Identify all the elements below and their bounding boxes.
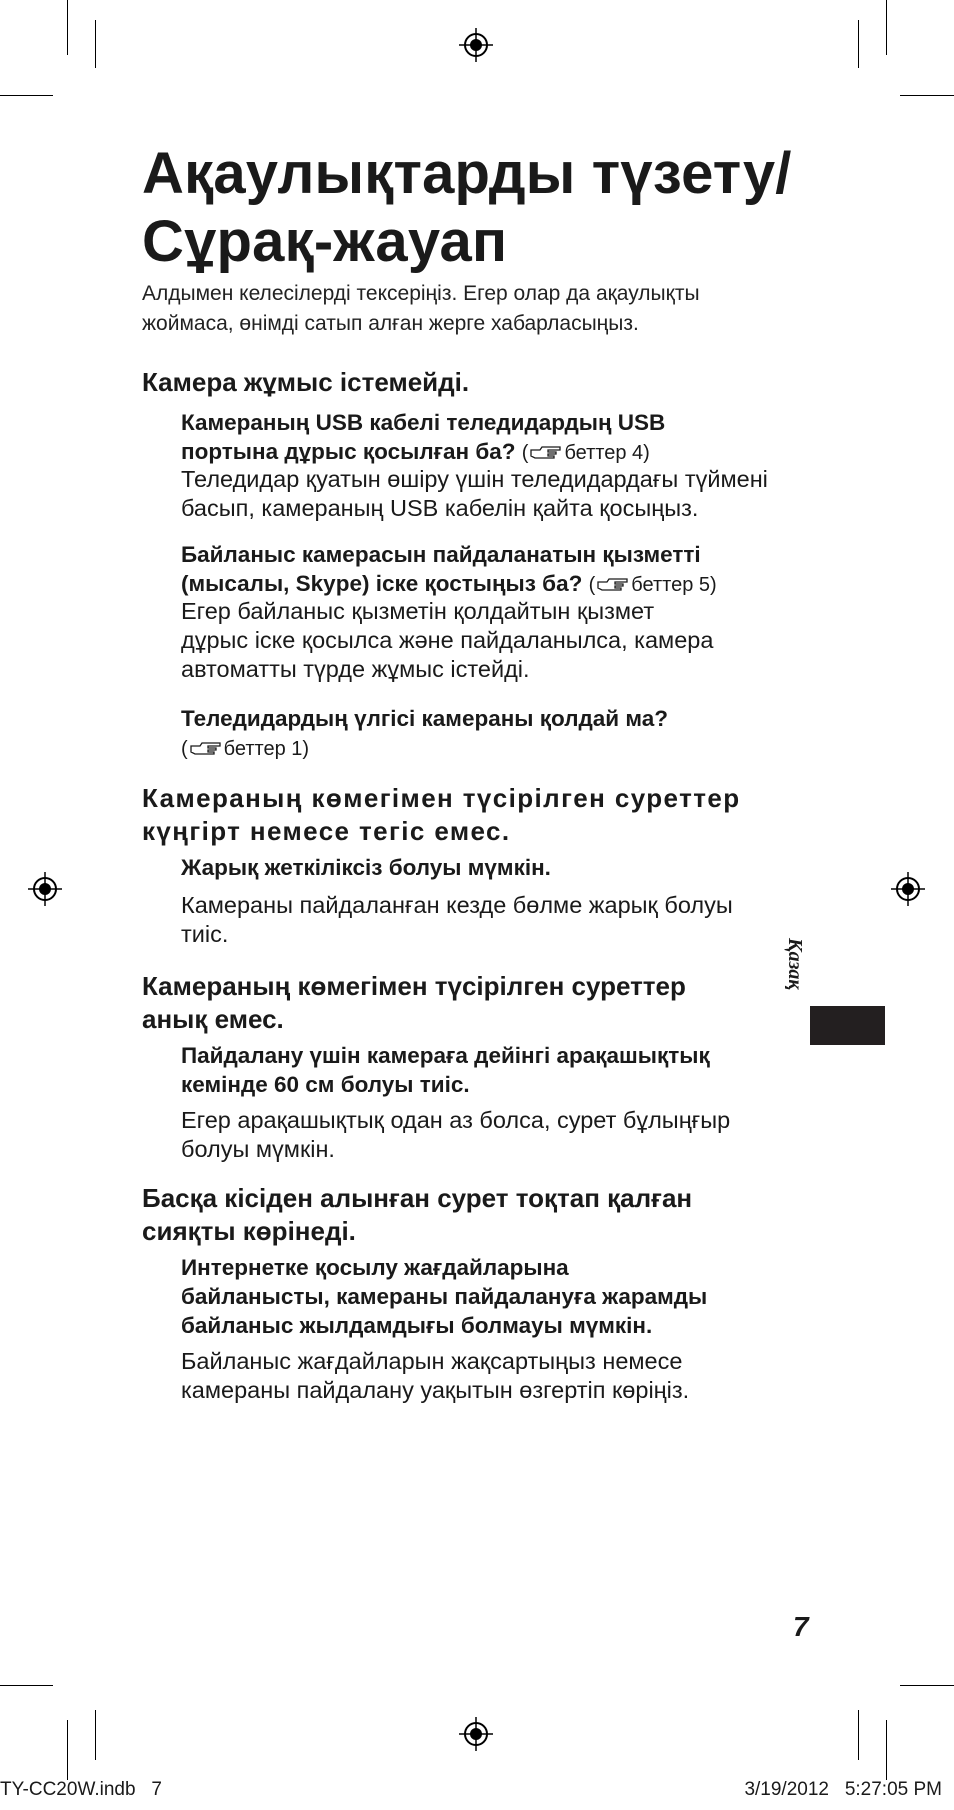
pointing-hand-icon — [190, 740, 222, 756]
section-heading-line: Басқа кісіден алынған сурет тоқтап қалған — [142, 1183, 693, 1213]
question-text: Пайдалану үшін камераға дейінгі арақашықтық — [181, 1043, 710, 1068]
question-text: (мысалы, Skype) іске қостыңыз ба? — [181, 571, 583, 596]
page-reference: ( беттер 1) — [181, 738, 310, 760]
registration-mark-icon — [459, 1717, 493, 1751]
answer-text: дұрыс іске қосылса және пайдаланылса, камера — [181, 627, 714, 653]
footer-timestamp: 3/19/2012 5:27:05 PM — [744, 1779, 942, 1800]
pointing-hand-icon — [597, 576, 629, 592]
crop-mark — [67, 1720, 68, 1780]
pointing-hand-icon — [530, 444, 562, 460]
footer-file-name: TY-CC20W.indb 7 — [0, 1779, 162, 1800]
crop-mark — [886, 1720, 887, 1780]
crop-mark — [95, 1710, 96, 1760]
question-text: Интернетке қосылу жағдайларына — [181, 1255, 569, 1280]
section-heading-line: Камераның көмегімен түсірілген суреттер — [142, 783, 741, 813]
answer — [181, 1347, 811, 1405]
answer-text: Егер арақашықтық одан аз болса, сурет бұлыңғыр — [181, 1107, 731, 1133]
question-text: Байланыс камерасын пайдаланатын қызметті — [181, 542, 701, 567]
section-heading-line: анық емес. — [142, 1004, 284, 1034]
answer-text: болуы мүмкін. — [181, 1136, 335, 1162]
crop-mark — [67, 0, 68, 55]
crop-mark — [858, 1710, 859, 1760]
answer-text: автоматты түрде жұмыс істейді. — [181, 656, 530, 682]
question — [181, 1041, 811, 1099]
registration-mark-icon — [459, 28, 493, 62]
intro-line: жоймаса, өнімді сатып алған жерге хабарласыңыз. — [142, 312, 639, 335]
question — [181, 540, 811, 600]
registration-mark-icon — [891, 872, 925, 906]
answer-text: Теледидар қуатын өшіру үшін теледидардағы түймені — [181, 466, 768, 492]
answer-text: камераны пайдалану уақытын өзгертіп көріңіз. — [181, 1377, 690, 1403]
question-text: байланысты, камераны пайдалануға жарамды — [181, 1284, 708, 1309]
intro-text — [142, 279, 782, 339]
answer — [181, 891, 811, 949]
section-heading-line: күңгірт немесе тегіс емес. — [142, 816, 511, 846]
section-heading — [142, 782, 802, 848]
page-number: 7 — [793, 1611, 809, 1642]
section-heading — [142, 970, 802, 1036]
question-text: Теледидардың үлгісі камераны қолдай ма? — [181, 706, 668, 731]
answer-text: тиіс. — [181, 921, 229, 947]
question-text: портына дұрыс қосылған ба? — [181, 439, 516, 464]
crop-mark — [0, 95, 53, 96]
page-title — [142, 140, 792, 276]
answer-text: басып, камераның USB кабелін қайта қосыңыз. — [181, 495, 699, 521]
page-reference-text: беттер 1) — [223, 738, 310, 760]
page-reference: ( беттер 5) — [588, 574, 717, 596]
question-text: Камераның USB кабелі теледидардың USB — [181, 410, 666, 435]
page-reference-text: беттер 5) — [631, 574, 717, 596]
language-tab-marker — [810, 1006, 885, 1045]
crop-mark — [900, 95, 954, 96]
question-text: байланыс жылдамдығы болмауы мүмкін. — [181, 1313, 653, 1338]
section-heading: Камера жұмыс істемейді. — [142, 367, 470, 397]
registration-mark-icon — [28, 872, 62, 906]
question — [181, 704, 811, 764]
answer — [181, 465, 811, 523]
crop-mark — [900, 1685, 954, 1686]
crop-mark — [0, 1685, 53, 1686]
answer — [181, 597, 811, 684]
crop-mark — [95, 20, 96, 68]
question — [181, 853, 811, 882]
question — [181, 408, 811, 468]
intro-line: Алдымен келесілерді тексеріңіз. Егер олар да ақаулықты — [142, 282, 700, 305]
answer-text: Камераны пайдаланған кезде бөлме жарық болуы — [181, 892, 733, 918]
section-heading-line: сияқты көрінеді. — [142, 1216, 356, 1246]
question-text: кемінде 60 см болуы тиіс. — [181, 1072, 470, 1097]
answer — [181, 1106, 811, 1164]
page-reference: ( беттер 4) — [521, 442, 650, 464]
section-heading — [142, 1182, 802, 1248]
question — [181, 1253, 811, 1340]
section-heading-line: Камераның көмегімен түсірілген суреттер — [142, 971, 686, 1001]
answer-text: Байланыс жағдайларын жақсартыңыз немесе — [181, 1348, 683, 1374]
question-text: Жарық жеткіліксіз болуы мүмкін. — [181, 855, 551, 880]
page-reference-text: беттер 4) — [564, 442, 650, 464]
crop-mark — [886, 0, 887, 55]
language-tab-label: Қазақ — [784, 938, 806, 990]
crop-mark — [858, 20, 859, 68]
page-title-line: Ақаулықтарды түзету/ — [142, 141, 792, 206]
answer-text: Егер байланыс қызметін қолдайтын қызмет — [181, 598, 655, 624]
page-title-line: Сұрақ-жауап — [142, 209, 508, 274]
